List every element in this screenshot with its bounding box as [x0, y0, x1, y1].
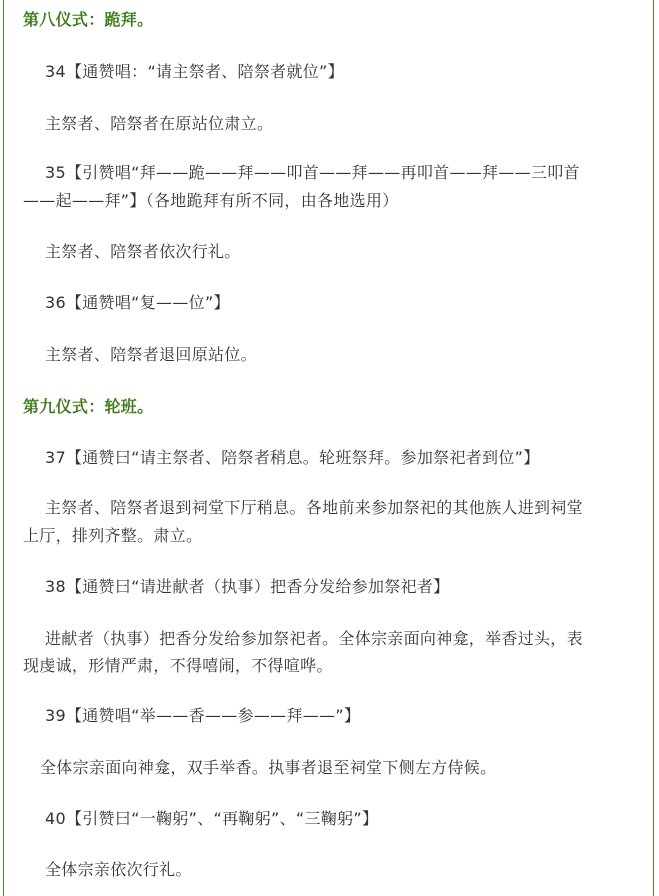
ritual-text-37-line2: 上厅，排列齐整。肃立。 — [23, 526, 203, 545]
ritual-text-37-line1: 主祭者、陪祭者退到祠堂下厅稍息。各地前来参加祭祀的其他族人进到祠堂 — [45, 498, 583, 517]
ritual-text-35: 主祭者、陪祭者依次行礼。 — [45, 242, 241, 261]
ritual-item-35-line2: ——起——拜”】（各地跪拜有所不同，由各地选用） — [23, 191, 399, 210]
section-heading-8: 第八仪式：跪拜。 — [23, 10, 154, 29]
ritual-item-39: 39【通赞唱“举——香——参——拜——”】 — [45, 706, 361, 725]
ritual-text-38-line1: 进献者（执事）把香分发给参加祭祀者。全体宗亲面向神龛，举香过头，表 — [45, 629, 583, 648]
ritual-item-36: 36【通赞唱“复——位”】 — [45, 293, 230, 312]
ritual-item-40: 40【引赞曰“一鞠躬”、“再鞠躬”、“三鞠躬”】 — [45, 809, 379, 828]
ritual-text-39: 全体宗亲面向神龛，双手举香。执事者退至祠堂下侧左方侍候。 — [40, 758, 497, 777]
ritual-text-36: 主祭者、陪祭者退回原站位。 — [45, 345, 257, 364]
ritual-item-38: 38【通赞曰“请进献者（执事）把香分发给参加祭祀者】 — [45, 577, 450, 596]
ritual-item-37: 37【通赞曰“请主祭者、陪祭者稍息。轮班祭拜。参加祭祀者到位”】 — [45, 448, 540, 467]
ritual-text-38-line2: 现虔诚，形情严肃，不得嘻闹，不得喧哗。 — [23, 656, 333, 675]
ritual-item-34: 34【通赞唱：“请主祭者、陪祭者就位”】 — [45, 62, 344, 81]
ritual-item-35-line1: 35【引赞唱“拜——跪——拜——叩首——拜——再叩首——拜——三叩首 — [45, 163, 580, 182]
section-heading-9: 第九仪式：轮班。 — [23, 397, 154, 416]
ritual-text-40: 全体宗亲依次行礼。 — [45, 860, 192, 879]
ritual-text-34: 主祭者、陪祭者在原站位肃立。 — [45, 114, 274, 133]
